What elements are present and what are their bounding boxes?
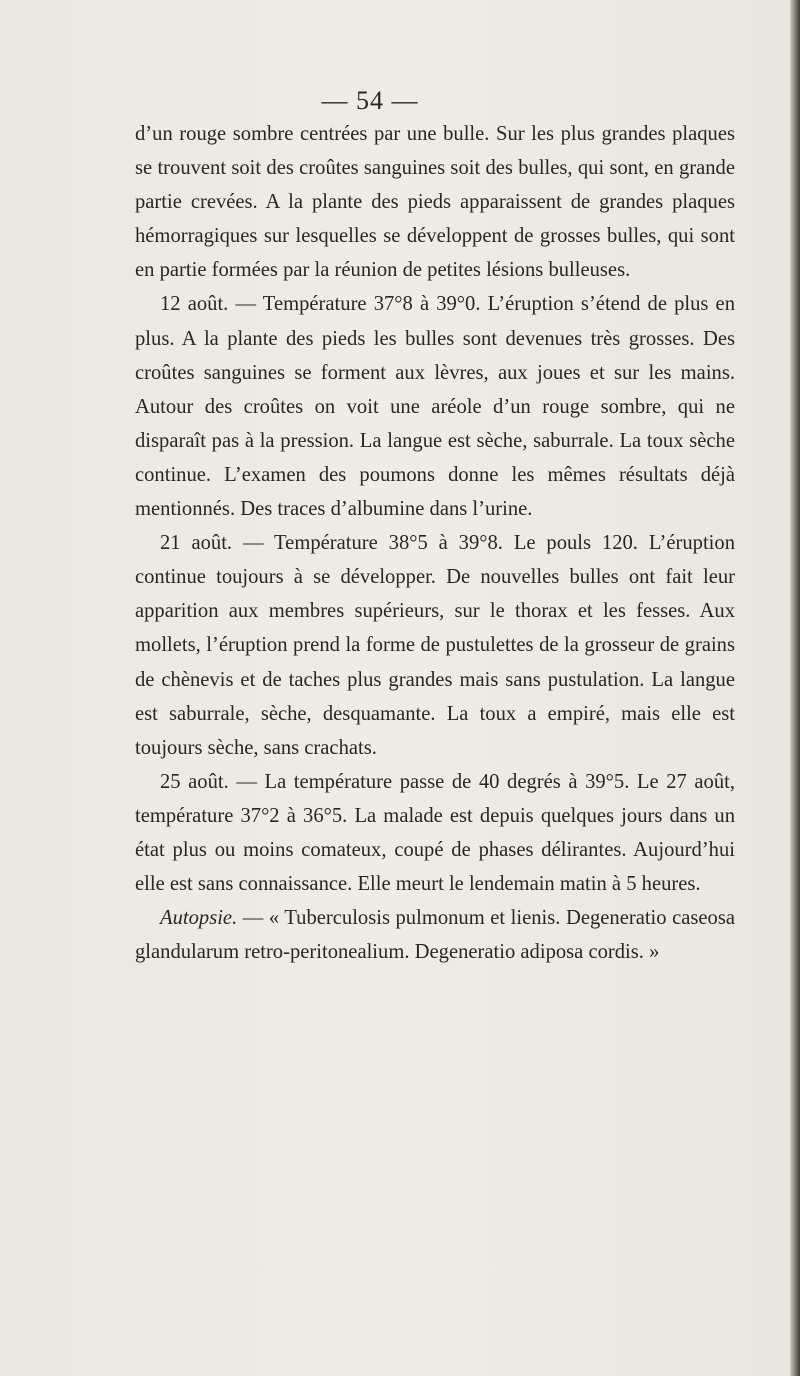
body-text [135, 117, 735, 969]
paragraph-1: d’un rouge sombre centrées par une bulle. Sur les plus grandes plaques se trouvent soit des croûtes sanguines soit des bulles, qui sont, en grande partie crevées. A la plante des pieds apparaissent de grandes plaques hémorragiques sur lesquelles se développent de grosses bulles, qui sont en partie formées par la réunion de petites lésions bulleuses. [135, 123, 735, 282]
paragraph-autopsy [135, 901, 735, 969]
paragraph-aug-12: 12 août. — Température 37°8 à 39°0. L’éruption s’étend de plus en plus. A la plante des pieds les bulles sont devenues très grosses. Des croûtes sanguines se forment aux lèvres, aux joues et sur les mains. Autour des croûtes on voit une aréole d’un rouge sombre, qui ne disparaît pas à la pression. La langue est sèche, saburrale. La toux sèche continue. L’examen des poumons donne les mêmes résultats déjà mentionnés. Des traces d’albumine dans l’urine. [135, 293, 735, 521]
page-edge-shadow [790, 0, 800, 1376]
autopsy-label: Autopsie. [160, 907, 238, 930]
page-number: — 54 — [321, 86, 419, 115]
paragraph-aug-25: 25 août. — La température passe de 40 degrés à 39°5. Le 27 août, température 37°2 à 36°5. La malade est depuis quelques jours dans un état plus ou moins comateux, coupé de phases délirantes. Aujourd’hui elle est sans connaissance. Elle meurt le lendemain matin à 5 heures. [135, 770, 735, 896]
autopsy-text: — « Tuberculosis pulmonum et lienis. Degeneratio caseosa glandularum retro-peritonealium. Degeneratio adiposa cordis. » [135, 907, 735, 964]
paragraph-aug-21: 21 août. — Température 38°5 à 39°8. Le pouls 120. L’éruption continue toujours à se développer. De nouvelles bulles ont fait leur apparition aux membres supérieurs, sur le thorax et les fesses. Aux mollets, l’éruption prend la forme de pustulettes de la grosseur de grains de chènevis et de taches plus grandes mais sans pustulation. La langue est saburrale, sèche, desquamante. La toux a empiré, mais elle est toujours sèche, sans crachats. [135, 532, 735, 759]
